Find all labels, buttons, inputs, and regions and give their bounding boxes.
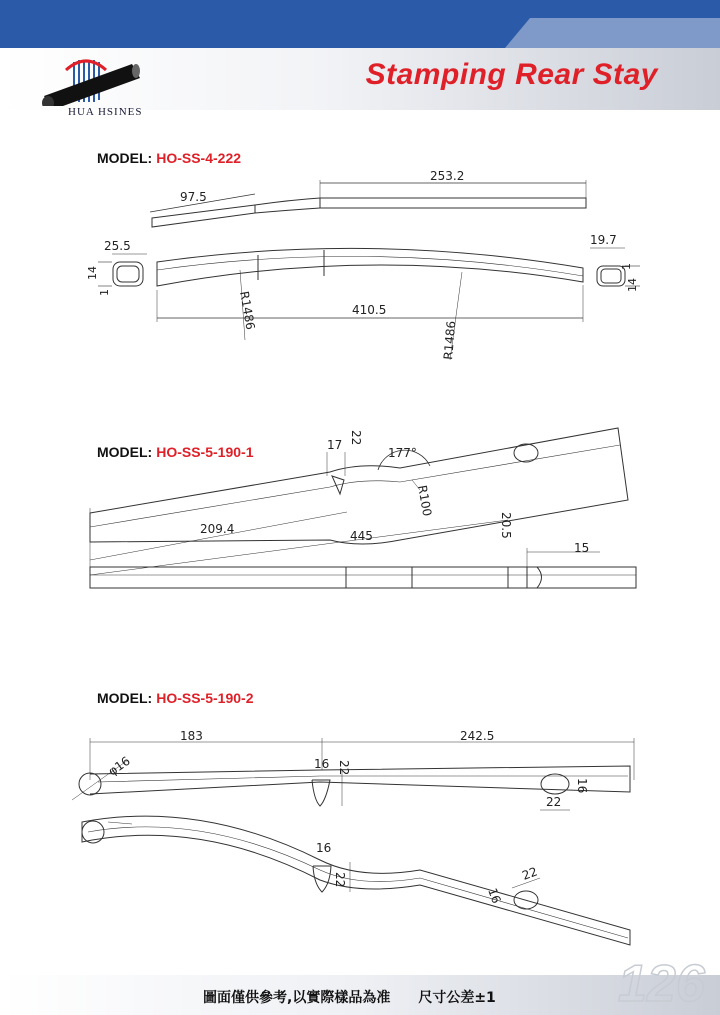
page-number: 126 [618, 955, 705, 1013]
dim-label: 16 [314, 757, 330, 771]
dim-label: 20.5 [499, 512, 513, 539]
dim-label: 14 [86, 266, 99, 280]
drawing-model-2 [0, 410, 720, 600]
footer-note: 圖面僅供參考,以實際樣品為准 尺寸公差±1 [203, 990, 496, 1006]
model-code: HO-SS-4-222 [156, 150, 242, 166]
dim-label: 183 [180, 729, 203, 743]
model-prefix: MODEL: [97, 690, 153, 706]
model-code: HO-SS-5-190-1 [156, 444, 254, 460]
dim-label: 22 [349, 430, 363, 446]
dim-label: 22 [520, 864, 540, 883]
drawing-model-1 [0, 160, 720, 380]
dim-label: φ16 [105, 753, 133, 779]
model-label-3 [97, 690, 253, 706]
model-prefix: MODEL: [97, 444, 153, 460]
dim-label: 410.5 [352, 303, 387, 317]
dim-label: 97.5 [180, 190, 207, 204]
dim-label: 15 [574, 541, 590, 555]
dim-label: 1 [620, 263, 633, 270]
dim-label: 177° [388, 446, 417, 460]
dim-label: R100 [415, 484, 435, 518]
dim-label: 16 [316, 841, 332, 855]
model-code: HO-SS-5-190-2 [156, 690, 254, 706]
drawing-model-3 [0, 725, 720, 960]
dim-label: 16 [575, 778, 589, 794]
dim-label: 242.5 [460, 729, 495, 743]
dim-label: 19.7 [590, 233, 617, 247]
dim-label: 1 [98, 289, 111, 296]
model-prefix: MODEL: [97, 150, 153, 166]
dim-label: 16 [485, 886, 504, 906]
page-title: Stamping Rear Stay [365, 58, 658, 91]
dim-label: 22 [546, 795, 562, 809]
dim-label: 22 [333, 872, 347, 888]
dim-label: 445 [350, 529, 373, 543]
dim-label: R1486 [237, 290, 258, 331]
dim-label: 14 [626, 278, 639, 292]
dim-label: 17 [327, 438, 343, 452]
dim-label: 25.5 [104, 239, 131, 253]
dim-label: 209.4 [200, 522, 235, 536]
tube-logo-icon [36, 56, 146, 106]
dim-label: R1486 [441, 320, 459, 361]
top-band [0, 0, 720, 48]
company-name: HUA HSINES [68, 106, 143, 118]
dim-label: 22 [337, 760, 351, 776]
dim-label: 253.2 [430, 169, 465, 183]
